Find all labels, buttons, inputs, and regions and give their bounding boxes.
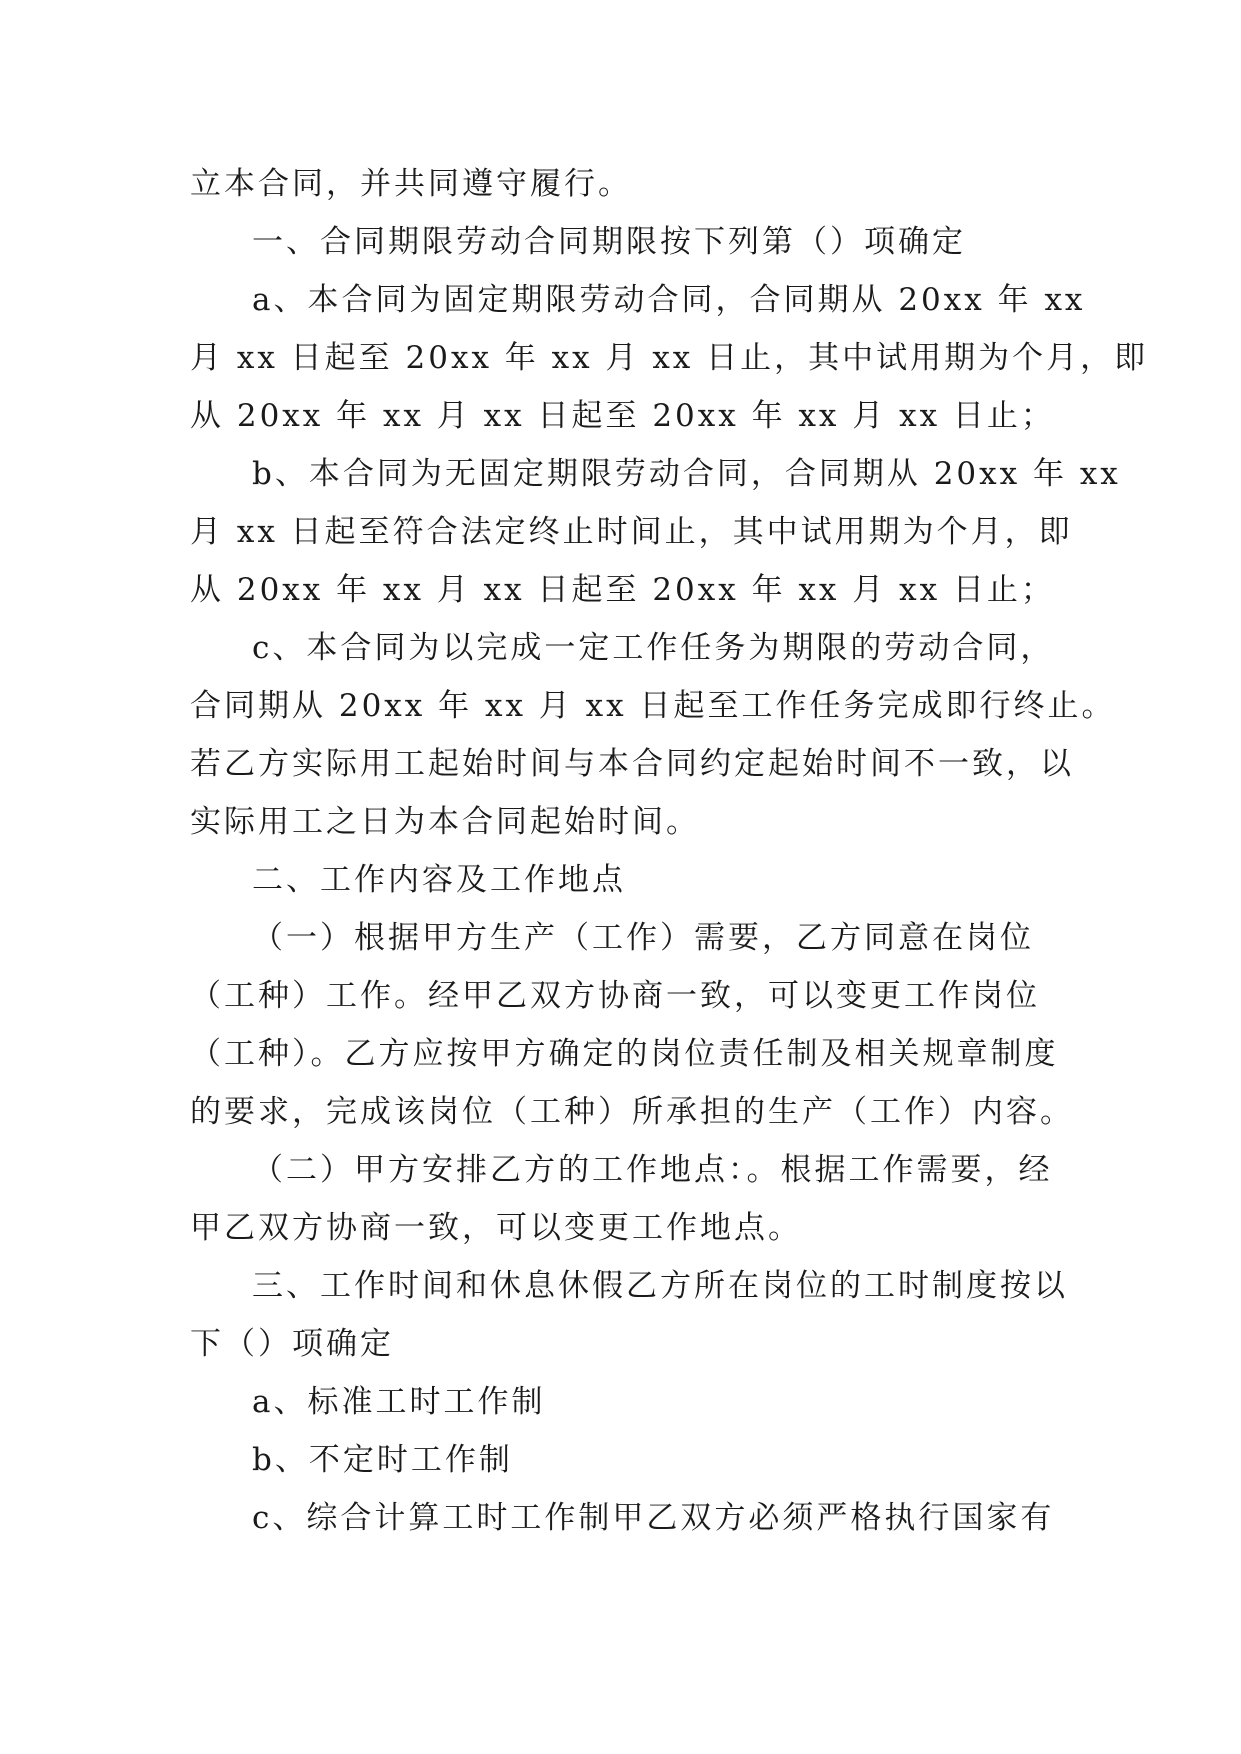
text-line: 的要求，完成该岗位（工种）所承担的生产（工作）内容。 xyxy=(190,1094,1074,1130)
text-line: 二、工作内容及工作地点 xyxy=(252,862,626,898)
text-line: 立本合同，并共同遵守履行。 xyxy=(190,166,632,202)
text-line: b、本合同为无固定期限劳动合同，合同期从 20xx 年 xx xyxy=(252,456,1121,492)
text-line: 一、合同期限劳动合同期限按下列第（）项确定 xyxy=(252,224,966,260)
text-line: 合同期从 20xx 年 xx 月 xx 日起至工作任务完成即行终止。 xyxy=(190,688,1116,724)
text-line: 月 xx 日起至 20xx 年 xx 月 xx 日止，其中试用期为个月，即 xyxy=(190,340,1149,376)
text-line: 若乙方实际用工起始时间与本合同约定起始时间不一致，以 xyxy=(190,746,1074,782)
text-line: a、标准工时工作制 xyxy=(252,1384,546,1420)
text-line: 下（）项确定 xyxy=(190,1326,394,1362)
text-line: 从 20xx 年 xx 月 xx 日起至 20xx 年 xx 月 xx 日止； xyxy=(190,572,1055,608)
text-line: （一）根据甲方生产（工作）需要，乙方同意在岗位 xyxy=(252,920,1034,956)
text-line: 月 xx 日起至符合法定终止时间止，其中试用期为个月，即 xyxy=(190,514,1073,550)
text-line: 实际用工之日为本合同起始时间。 xyxy=(190,804,700,840)
text-line: 从 20xx 年 xx 月 xx 日起至 20xx 年 xx 月 xx 日止； xyxy=(190,398,1055,434)
text-line: a、本合同为固定期限劳动合同，合同期从 20xx 年 xx xyxy=(252,282,1086,318)
text-line: （工种）。乙方应按甲方确定的岗位责任制及相关规章制度 xyxy=(190,1036,1059,1072)
text-line: c、综合计算工时工作制甲乙双方必须严格执行国家有 xyxy=(252,1500,1055,1536)
text-line: （工种）工作。经甲乙双方协商一致，可以变更工作岗位 xyxy=(190,978,1040,1014)
text-line: （二）甲方安排乙方的工作地点：。根据工作需要，经 xyxy=(252,1152,1053,1188)
text-line: 甲乙双方协商一致，可以变更工作地点。 xyxy=(190,1210,802,1246)
text-line: b、不定时工作制 xyxy=(252,1442,513,1478)
text-line: c、本合同为以完成一定工作任务为期限的劳动合同， xyxy=(252,630,1055,666)
text-line: 三、工作时间和休息休假乙方所在岗位的工时制度按以 xyxy=(252,1268,1068,1304)
document-body xyxy=(190,155,1149,1547)
